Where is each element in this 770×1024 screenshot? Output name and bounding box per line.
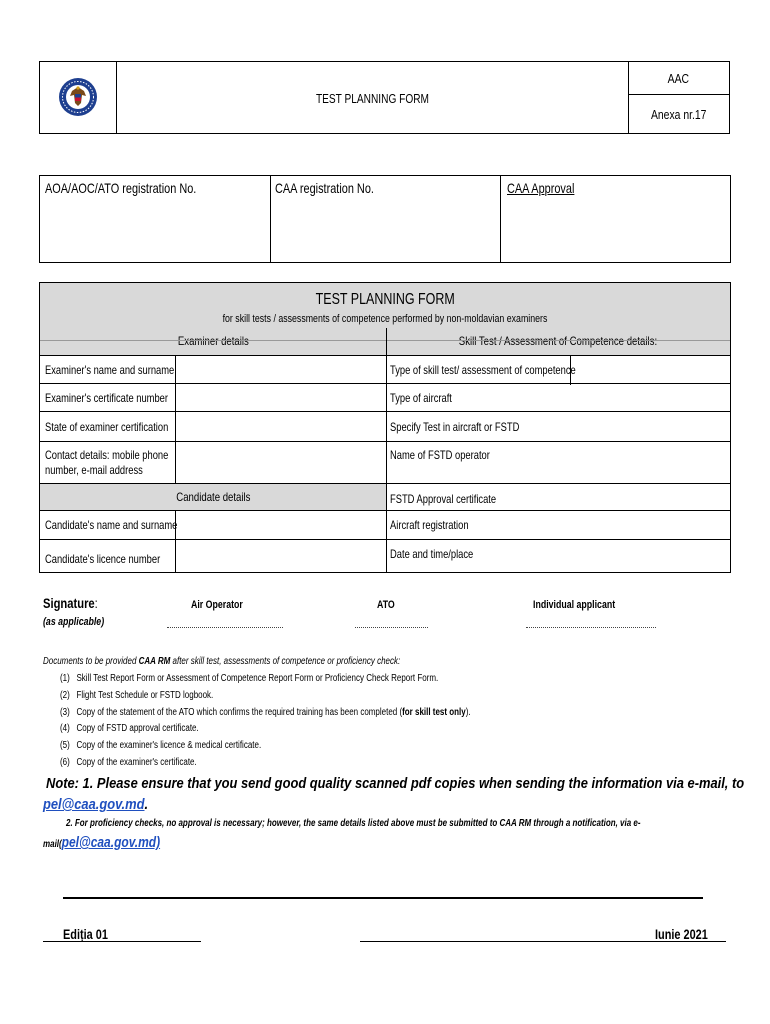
note-2-text: 2. For proficiency checks, no approval is necessary; however, the same details listed above must be submitted to CAA RM through a notification, via e- bbox=[66, 818, 641, 829]
individual-label: Individual applicant bbox=[533, 599, 616, 611]
document-item-2 bbox=[60, 688, 252, 705]
fstd-approval-row bbox=[390, 492, 526, 506]
caa-registration-cell[interactable] bbox=[270, 176, 501, 262]
fstd-operator-label: Name of FSTD operator bbox=[390, 448, 490, 462]
examiner-certificate-label: Examiner's certificate number bbox=[45, 391, 168, 405]
aircraft-registration-input[interactable] bbox=[570, 511, 730, 539]
signature-note-row bbox=[43, 616, 119, 628]
document-num: (3) bbox=[60, 707, 70, 718]
document-item-4 bbox=[60, 721, 233, 738]
date-row bbox=[655, 926, 723, 942]
candidate-name-input[interactable] bbox=[176, 511, 385, 539]
individual-signature-line[interactable] bbox=[526, 627, 656, 628]
caa-registration-label: CAA registration No. bbox=[275, 180, 374, 196]
note-1 bbox=[46, 775, 770, 792]
header-title: TEST PLANNING FORM bbox=[315, 91, 429, 106]
signature-note: (as applicable) bbox=[43, 616, 105, 628]
document-item-5 bbox=[60, 738, 311, 755]
aircraft-type-label: Type of aircraft bbox=[390, 391, 452, 405]
ato-signature-line[interactable] bbox=[355, 627, 428, 628]
email-link-1[interactable]: pel@caa.gov.md bbox=[43, 796, 145, 813]
fstd-operator-input[interactable] bbox=[570, 442, 730, 483]
contact-details-label: Contact details: mobile phone number, e-mail address bbox=[45, 448, 169, 477]
date-place-label: Date and time/place bbox=[390, 547, 474, 561]
air-operator-label: Air Operator bbox=[191, 599, 243, 611]
individual-sig bbox=[533, 599, 636, 611]
aoa-registration-cell[interactable] bbox=[40, 176, 271, 262]
edition-underline bbox=[43, 941, 201, 942]
caa-approval-label: CAA Approval bbox=[507, 180, 575, 196]
header-code: AAC bbox=[667, 71, 690, 86]
candidate-licence-input[interactable] bbox=[176, 540, 385, 572]
form-header bbox=[39, 61, 730, 134]
note-2-email-row bbox=[43, 834, 189, 852]
candidate-header-cell bbox=[40, 483, 386, 510]
date-place-row bbox=[390, 547, 497, 561]
edition-row bbox=[63, 926, 121, 942]
examiner-name-input[interactable] bbox=[176, 356, 385, 383]
test-location-row bbox=[390, 420, 556, 434]
test-type-label: Type of skill test/ assessment of competence bbox=[390, 363, 576, 377]
date-place-input[interactable] bbox=[570, 540, 730, 572]
examiner-state-input[interactable] bbox=[176, 412, 385, 441]
examiner-header-cell bbox=[40, 328, 386, 355]
note-1-email-row bbox=[43, 796, 165, 813]
document-text: Copy of the examiner's certificate. bbox=[76, 757, 197, 768]
signature-colon: : bbox=[94, 595, 98, 611]
date-label: Iunie 2021 bbox=[655, 926, 708, 942]
caa-approval-cell[interactable] bbox=[500, 176, 730, 262]
document-text: Copy of FSTD approval certificate. bbox=[76, 723, 199, 734]
document-num: (4) bbox=[60, 723, 70, 734]
document-item-6 bbox=[60, 755, 231, 772]
test-details-header: Skill Test / Assessment of Competence details: bbox=[458, 334, 658, 348]
candidate-details-header: Candidate details bbox=[175, 490, 251, 504]
note-1-period: . bbox=[144, 796, 149, 813]
form-title-block bbox=[40, 283, 730, 328]
test-location-input[interactable] bbox=[570, 412, 730, 441]
document-num: (2) bbox=[60, 690, 70, 701]
document-num: (1) bbox=[60, 673, 70, 684]
documents-intro-caa: CAA RM bbox=[138, 656, 171, 667]
aircraft-type-row bbox=[390, 391, 469, 405]
signature-label-row bbox=[43, 595, 111, 611]
mail-prefix: mail( bbox=[43, 839, 62, 850]
document-text: Copy of the statement of the ATO which confirms the required training has been completed ( bbox=[76, 707, 403, 718]
form-subtitle: for skill tests / assessments of competence performed by non-moldavian examiners bbox=[222, 313, 548, 325]
header-title-cell bbox=[116, 62, 629, 133]
caa-seal-logo bbox=[58, 77, 98, 117]
documents-intro bbox=[43, 654, 489, 671]
test-planning-table bbox=[39, 282, 731, 573]
document-num: (6) bbox=[60, 757, 70, 768]
aircraft-type-input[interactable] bbox=[570, 384, 730, 411]
candidate-licence-row bbox=[45, 552, 193, 566]
candidate-name-label: Candidate's name and surname bbox=[45, 518, 178, 532]
aircraft-registration-row bbox=[390, 518, 491, 532]
edition-label: Ediția 01 bbox=[63, 926, 108, 942]
documents-intro-text-c: after skill test, assessments of competence or proficiency check: bbox=[170, 656, 401, 667]
test-type-input[interactable] bbox=[571, 356, 730, 383]
document-item-3 bbox=[60, 705, 573, 722]
examiner-certificate-input[interactable] bbox=[176, 384, 385, 411]
form-title: TEST PLANNING FORM bbox=[315, 291, 455, 308]
document-item-1 bbox=[60, 671, 533, 688]
fstd-operator-row bbox=[390, 448, 518, 462]
aoa-registration-label: AOA/AOC/ATO registration No. bbox=[45, 180, 197, 196]
document-text-tail: ). bbox=[465, 707, 471, 718]
note-2 bbox=[66, 818, 770, 829]
date-underline bbox=[360, 941, 726, 942]
air-operator-sig bbox=[191, 599, 256, 611]
email-link-2[interactable]: pel@caa.gov.md) bbox=[61, 834, 161, 851]
registration-table bbox=[39, 175, 731, 263]
document-text-bold: for skill test only bbox=[402, 707, 466, 718]
document-text: Skill Test Report Form or Assessment of Competence Report Form or Proficiency Check Report Form. bbox=[76, 673, 439, 684]
document-text: Flight Test Schedule or FSTD logbook. bbox=[76, 690, 214, 701]
documents-intro-text-a: Documents to be provided bbox=[43, 656, 139, 667]
signature-label: Signature bbox=[43, 595, 95, 611]
examiner-state-label: State of examiner certification bbox=[45, 420, 169, 434]
test-location-label: Specify Test in aircraft or FSTD bbox=[390, 420, 520, 434]
contact-details-input[interactable] bbox=[176, 442, 385, 483]
document-text: Copy of the examiner's licence & medical certificate. bbox=[76, 740, 262, 751]
document-num: (5) bbox=[60, 740, 70, 751]
fstd-approval-label: FSTD Approval certificate bbox=[390, 492, 497, 506]
header-annex-cell bbox=[628, 94, 729, 133]
logo-cell bbox=[40, 62, 117, 133]
aircraft-registration-label: Aircraft registration bbox=[390, 518, 469, 532]
examiner-name-label: Examiner's name and surname bbox=[45, 363, 175, 377]
candidate-licence-label: Candidate's licence number bbox=[45, 552, 161, 566]
air-operator-signature-line[interactable] bbox=[167, 627, 283, 628]
footer-divider bbox=[63, 897, 703, 899]
fstd-approval-input[interactable] bbox=[570, 484, 730, 510]
ato-label: ATO bbox=[377, 599, 395, 611]
test-header-cell bbox=[386, 328, 730, 355]
header-annex: Anexa nr.17 bbox=[650, 107, 707, 122]
examiner-details-header: Examiner details bbox=[177, 334, 249, 348]
header-code-cell bbox=[628, 62, 729, 95]
ato-sig bbox=[377, 599, 399, 611]
note-1-text: Note: 1. Please ensure that you send good quality scanned pdf copies when sending the information via e-mail, to bbox=[46, 775, 745, 792]
